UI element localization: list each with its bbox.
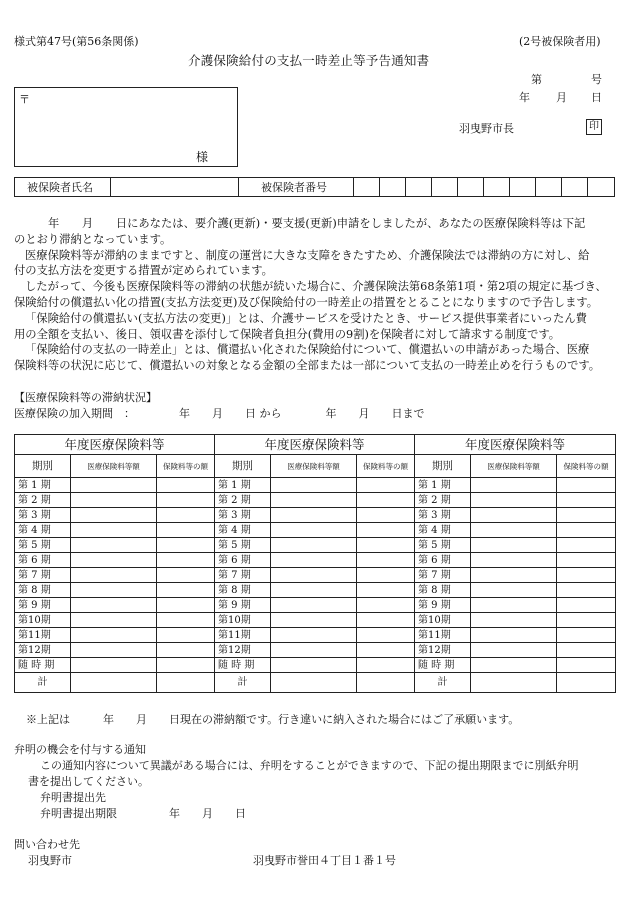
period-label: 第 1 期 xyxy=(15,478,71,493)
number-label: 被保険者番号 xyxy=(239,178,354,196)
paid-cell xyxy=(157,478,215,493)
paid-cell xyxy=(557,508,616,523)
period-row xyxy=(15,538,616,553)
total-amount-cell xyxy=(471,673,557,693)
paid-cell xyxy=(157,628,215,643)
paid-cell xyxy=(557,598,616,613)
deadline-label: 弁明書提出期限 xyxy=(40,807,117,820)
col-amount: 医療保険料等額 xyxy=(271,455,357,478)
paragraph-line: 年 月 日にあなたは、要介護(更新)・要支援(更新)申請をしましたが、あなたの医療保険料等は下記 xyxy=(48,217,586,230)
contact-address: 羽曳野市誉田４丁目１番１号 xyxy=(253,854,396,867)
col-period: 期別 xyxy=(415,455,471,478)
deadline-date: 年 月 日 xyxy=(169,807,246,820)
period-label: 第10期 xyxy=(415,613,471,628)
paid-cell xyxy=(357,583,415,598)
seal-stamp: 印 xyxy=(586,119,602,135)
issuer: 羽曳野市長 xyxy=(459,122,514,135)
hearing-line: この通知内容について異議がある場合には、弁明をすることができますので、下記の提出期限までに別紙弁明 xyxy=(40,759,579,772)
body-text xyxy=(14,216,617,374)
period-label: 第 6 期 xyxy=(215,553,271,568)
number-cell xyxy=(562,178,588,196)
amount-cell xyxy=(471,583,557,598)
amount-cell xyxy=(71,613,157,628)
document-title: 介護保険給付の支払一時差止等予告通知書 xyxy=(188,53,430,68)
amount-cell xyxy=(471,568,557,583)
col-amount: 医療保険料等額 xyxy=(471,455,557,478)
number-cell xyxy=(536,178,562,196)
paid-cell xyxy=(557,553,616,568)
amount-cell xyxy=(471,553,557,568)
period-row xyxy=(15,523,616,538)
period-label: 随 時 期 xyxy=(215,658,271,673)
paragraph-line: 用の全額を支払い、後日、領収書を添付して保険者負担分(費用の9割)を保険者に対して請求する制度です。 xyxy=(14,327,561,341)
amount-cell xyxy=(271,613,357,628)
paragraph-line: 保険給付の償還払い化の措置(支払方法変更)及び保険給付の一時差止の措置をとることになりますので予告します。 xyxy=(14,295,599,309)
dai-label: 第 xyxy=(531,73,542,86)
amount-cell xyxy=(271,508,357,523)
status-note: ※上記は 年 月 日現在の滞納額です。行き違いに納入された場合にはご了承願います。 xyxy=(26,713,520,726)
period-row xyxy=(15,613,616,628)
hearing-title: 弁明の機会を付与する通知 xyxy=(14,743,146,756)
period-label: 第 7 期 xyxy=(15,568,71,583)
period-label: 第10期 xyxy=(15,613,71,628)
amount-cell xyxy=(71,628,157,643)
paid-cell xyxy=(157,493,215,508)
period-label: 第 8 期 xyxy=(15,583,71,598)
period-label: 第 1 期 xyxy=(215,478,271,493)
amount-cell xyxy=(271,478,357,493)
paid-cell xyxy=(357,613,415,628)
number-cell xyxy=(484,178,510,196)
name-label: 被保険者氏名 xyxy=(15,178,111,196)
period-row xyxy=(15,628,616,643)
contact-org: 羽曳野市 xyxy=(28,854,72,867)
number-cell xyxy=(380,178,406,196)
period-label: 第 7 期 xyxy=(415,568,471,583)
amount-cell xyxy=(271,523,357,538)
paid-cell xyxy=(557,643,616,658)
paid-cell xyxy=(557,493,616,508)
amount-cell xyxy=(71,598,157,613)
paid-cell xyxy=(557,658,616,673)
paid-cell xyxy=(357,538,415,553)
paid-cell xyxy=(157,523,215,538)
insured-info-row xyxy=(14,177,615,197)
arrears-heading: 【医療保険料等の滞納状況】 xyxy=(14,391,157,404)
period-label: 随 時 期 xyxy=(415,658,471,673)
paragraph-line: 「保険給付の償還払い(支払方法の変更)」とは、介護サービスを受けたとき、サービス提供事業者にいったん費 xyxy=(25,311,587,325)
paid-cell xyxy=(157,598,215,613)
paid-cell xyxy=(157,583,215,598)
col-paid: 保険料等の額 xyxy=(357,455,415,478)
amount-cell xyxy=(471,478,557,493)
period-row xyxy=(15,553,616,568)
period-label: 第 7 期 xyxy=(215,568,271,583)
period-row xyxy=(15,643,616,658)
amount-cell xyxy=(71,538,157,553)
amount-cell xyxy=(471,658,557,673)
period-label: 第 3 期 xyxy=(415,508,471,523)
amount-cell xyxy=(271,553,357,568)
paid-cell xyxy=(157,568,215,583)
paid-cell xyxy=(157,658,215,673)
paid-cell xyxy=(357,568,415,583)
period-label: 第11期 xyxy=(215,628,271,643)
period-label: 第12期 xyxy=(215,643,271,658)
paid-cell xyxy=(357,508,415,523)
amount-cell xyxy=(71,553,157,568)
period-label: 第 8 期 xyxy=(215,583,271,598)
paid-cell xyxy=(357,478,415,493)
period-row xyxy=(15,598,616,613)
period-row xyxy=(15,583,616,598)
period-label: 第 2 期 xyxy=(15,493,71,508)
period-label: 第10期 xyxy=(215,613,271,628)
address-box xyxy=(14,87,238,167)
number-cell xyxy=(406,178,432,196)
paid-cell xyxy=(357,523,415,538)
total-paid-cell xyxy=(357,673,415,693)
total-label: 計 xyxy=(215,673,271,693)
amount-cell xyxy=(71,508,157,523)
period-label: 第 2 期 xyxy=(215,493,271,508)
period-label: 第 4 期 xyxy=(215,523,271,538)
amount-cell xyxy=(471,613,557,628)
paragraph-line: したがって、今後も医療保険料等の滞納の状態が続いた場合に、介護保険法第68条第1項・第2項の規定に基づき、 xyxy=(25,280,607,294)
month-label: 月 xyxy=(556,91,567,104)
amount-cell xyxy=(471,523,557,538)
postal-mark: 〒 xyxy=(19,93,30,106)
col-paid: 保険料等の額 xyxy=(557,455,616,478)
number-cell xyxy=(354,178,380,196)
fiscal-year-header: 年度医療保険料等 xyxy=(15,435,215,455)
period-label: 第 9 期 xyxy=(15,598,71,613)
col-period: 期別 xyxy=(215,455,271,478)
form-number: 様式第47号(第56条関係) xyxy=(14,35,139,48)
amount-cell xyxy=(471,628,557,643)
period-label: 第 8 期 xyxy=(415,583,471,598)
number-cell xyxy=(510,178,536,196)
period-label: 第 9 期 xyxy=(415,598,471,613)
period-label: 第12期 xyxy=(15,643,71,658)
number-cell xyxy=(432,178,458,196)
amount-cell xyxy=(271,628,357,643)
number-cell xyxy=(588,178,614,196)
paid-cell xyxy=(557,583,616,598)
day-label: 日 xyxy=(591,91,602,104)
paid-cell xyxy=(357,643,415,658)
paid-cell xyxy=(557,478,616,493)
amount-cell xyxy=(71,658,157,673)
arrears-table xyxy=(14,434,616,693)
period-label: 第12期 xyxy=(415,643,471,658)
amount-cell xyxy=(471,598,557,613)
period-label: 第 3 期 xyxy=(215,508,271,523)
period-row xyxy=(15,508,616,523)
period-row xyxy=(15,568,616,583)
name-field xyxy=(111,178,239,196)
amount-cell xyxy=(271,568,357,583)
paid-cell xyxy=(357,598,415,613)
paid-cell xyxy=(357,628,415,643)
amount-cell xyxy=(271,598,357,613)
period-label: 第 5 期 xyxy=(15,538,71,553)
amount-cell xyxy=(271,643,357,658)
period-label: 随 時 期 xyxy=(15,658,71,673)
paragraph-line: のとおり滞納となっています。 xyxy=(14,232,172,246)
paid-cell xyxy=(557,538,616,553)
paid-cell xyxy=(157,643,215,658)
col-period: 期別 xyxy=(15,455,71,478)
period-label: 第 4 期 xyxy=(415,523,471,538)
paid-cell xyxy=(557,568,616,583)
period-label: 第 6 期 xyxy=(15,553,71,568)
total-label: 計 xyxy=(15,673,71,693)
period-row xyxy=(15,493,616,508)
paid-cell xyxy=(157,613,215,628)
amount-cell xyxy=(471,508,557,523)
paragraph-line: 医療保険料等が滞納のままですと、制度の運営に大きな支障をきたすため、介護保険法では滞納の方に対し、給 xyxy=(25,248,590,262)
fiscal-year-header: 年度医療保険料等 xyxy=(215,435,415,455)
year-label: 年 xyxy=(519,91,530,104)
paid-cell xyxy=(157,538,215,553)
period-text: 年 月 日 から 年 月 日まで xyxy=(179,407,425,420)
total-row xyxy=(15,673,616,693)
amount-cell xyxy=(271,493,357,508)
period-label: 第 3 期 xyxy=(15,508,71,523)
period-label: 第 5 期 xyxy=(215,538,271,553)
period-label: 第 6 期 xyxy=(415,553,471,568)
period-label: 第 4 期 xyxy=(15,523,71,538)
hearing-line: 書を提出してください。 xyxy=(28,775,149,788)
amount-cell xyxy=(271,658,357,673)
insured-type: (2号被保険者用) xyxy=(519,35,601,48)
period-label: 第 9 期 xyxy=(215,598,271,613)
contact-label: 問い合わせ先 xyxy=(14,838,80,851)
amount-cell xyxy=(271,583,357,598)
total-amount-cell xyxy=(71,673,157,693)
amount-cell xyxy=(471,493,557,508)
fiscal-year-header: 年度医療保険料等 xyxy=(415,435,616,455)
paid-cell xyxy=(157,508,215,523)
amount-cell xyxy=(71,478,157,493)
amount-cell xyxy=(71,568,157,583)
paid-cell xyxy=(357,553,415,568)
col-paid: 保険料等の額 xyxy=(157,455,215,478)
amount-cell xyxy=(71,523,157,538)
period-row xyxy=(15,478,616,493)
total-label: 計 xyxy=(415,673,471,693)
number-cell xyxy=(458,178,484,196)
amount-cell xyxy=(271,538,357,553)
period-row xyxy=(15,658,616,673)
paid-cell xyxy=(357,658,415,673)
col-amount: 医療保険料等額 xyxy=(71,455,157,478)
paid-cell xyxy=(557,628,616,643)
paid-cell xyxy=(557,613,616,628)
amount-cell xyxy=(71,493,157,508)
honorific: 様 xyxy=(196,150,209,164)
go-label: 号 xyxy=(591,73,602,86)
total-paid-cell xyxy=(157,673,215,693)
period-label: 第11期 xyxy=(15,628,71,643)
amount-cell xyxy=(471,538,557,553)
paragraph-line: 付の支払方法を変更する措置が定められています。 xyxy=(14,264,273,278)
paid-cell xyxy=(357,493,415,508)
paragraph-line: 「保険給付の支払の一時差止」とは、償還払い化された保険給付について、償還払いの申請があった場合、医療 xyxy=(25,343,590,357)
amount-cell xyxy=(71,583,157,598)
amount-cell xyxy=(71,643,157,658)
total-paid-cell xyxy=(557,673,616,693)
period-label: 第 5 期 xyxy=(415,538,471,553)
period-label: 第11期 xyxy=(415,628,471,643)
period-label: 医療保険の加入期間 ： xyxy=(14,407,135,420)
amount-cell xyxy=(471,643,557,658)
paragraph-line: 保険料等の状況に応じて、償還払いの対象となる金額の全部または一部について支払の一時差止めを行うものです。 xyxy=(14,359,601,373)
paid-cell xyxy=(157,553,215,568)
dest-label: 弁明書提出先 xyxy=(40,791,106,804)
total-amount-cell xyxy=(271,673,357,693)
period-label: 第 2 期 xyxy=(415,493,471,508)
period-label: 第 1 期 xyxy=(415,478,471,493)
paid-cell xyxy=(557,523,616,538)
